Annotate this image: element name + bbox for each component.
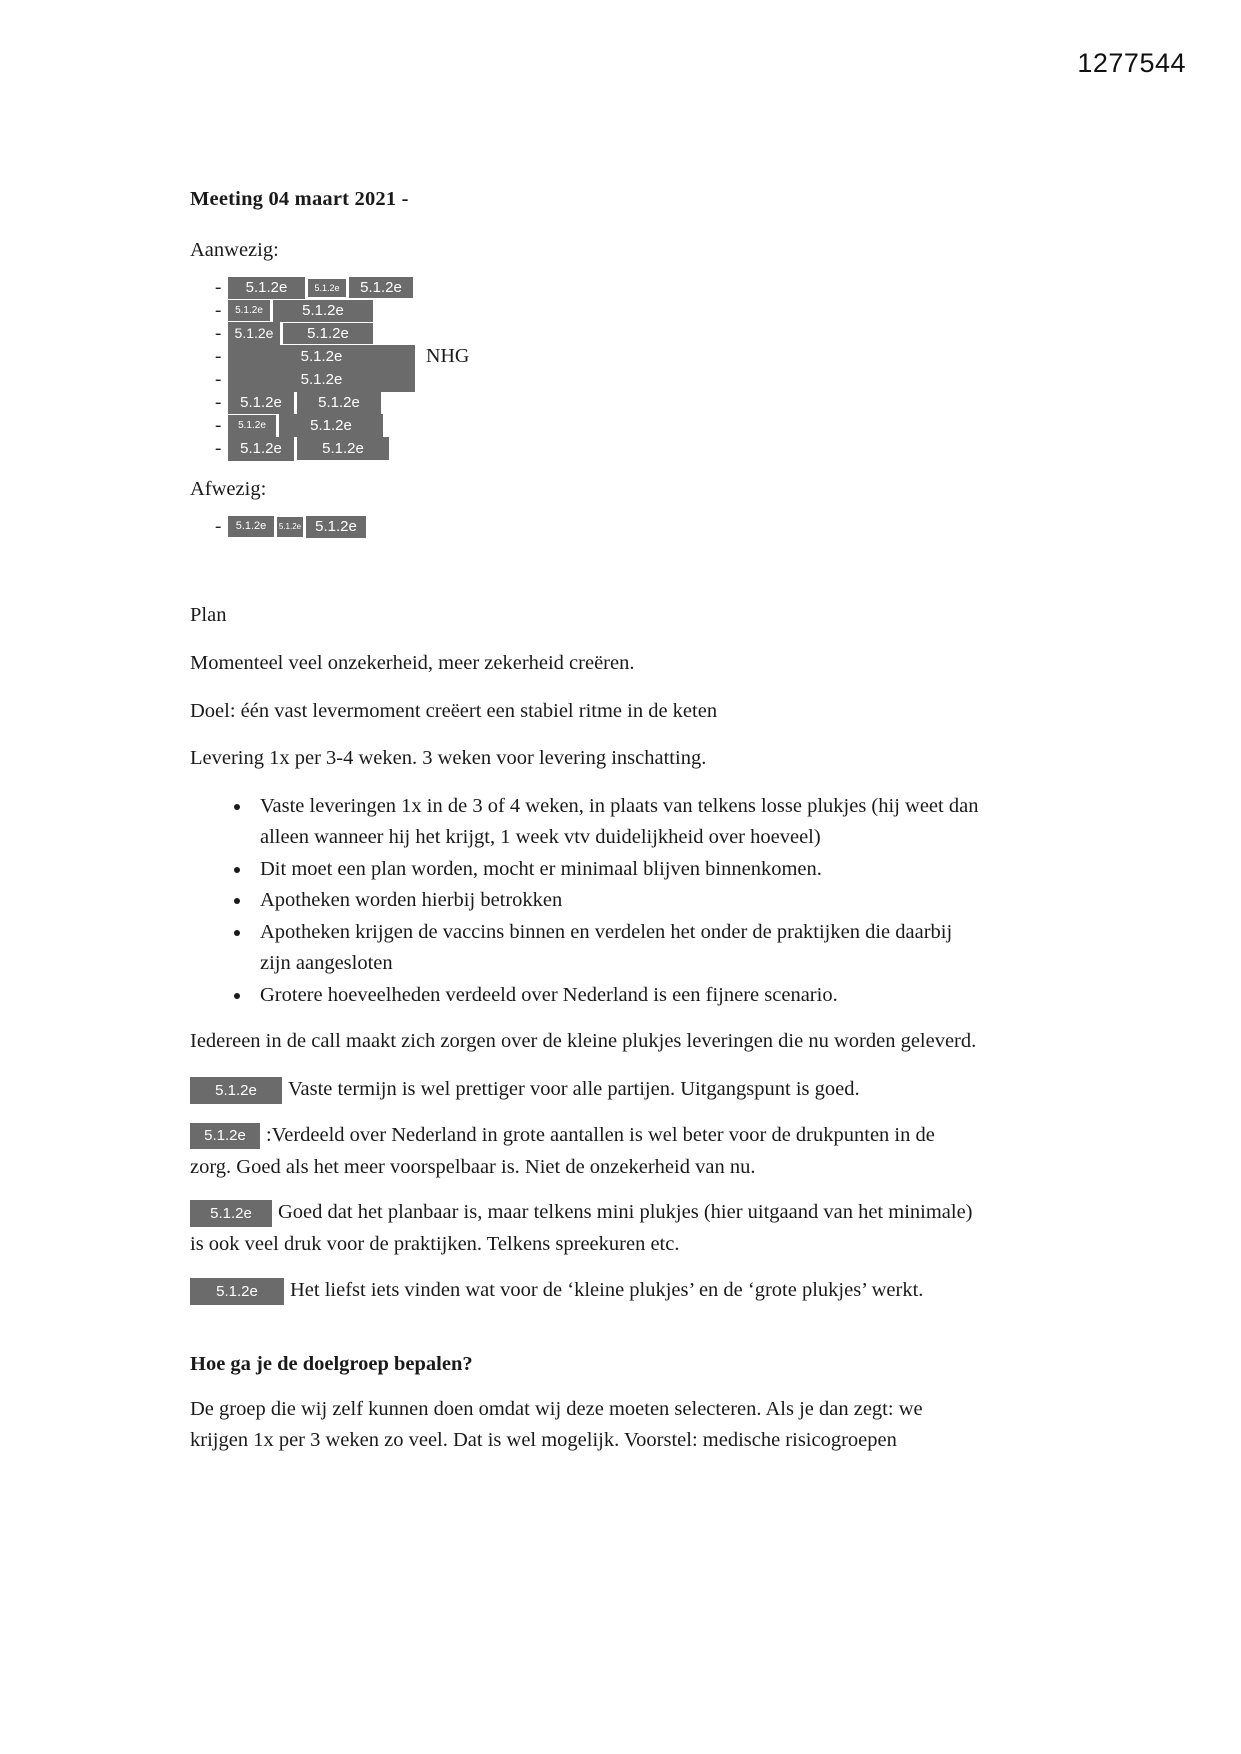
present-attendee-row (190, 322, 980, 345)
present-attendee-list (190, 276, 980, 460)
paragraph-delivery: Levering 1x per 3-4 weken. 3 weken voor levering inschatting. (190, 747, 707, 770)
present-attendee-row (190, 437, 980, 460)
redaction-block: 5.1.2e (277, 517, 303, 537)
paragraph-concern: Iedereen in de call maakt zich zorgen over de kleine plukjes leveringen die nu worden geleverd. (190, 1030, 977, 1053)
meeting-title: Meeting 04 maart 2021 - (190, 188, 409, 210)
list-dash-marker: - (215, 299, 222, 321)
paragraph-uncertainty: Momenteel veel onzekerheid, meer zekerheid creëren. (190, 651, 635, 674)
speaker-quote (190, 1275, 980, 1307)
redaction-block-group (228, 414, 386, 437)
speaker-quote (190, 1197, 980, 1261)
list-dash-marker: - (215, 414, 222, 436)
redaction-block: 5.1.2e (228, 437, 294, 461)
redaction-block: 5.1.2e (228, 277, 305, 299)
list-dash-marker: - (215, 345, 222, 367)
plan-bullet-item: • Dit moet een plan worden, mocht er minimaal blijven binnenkomen. (252, 854, 980, 885)
present-attendee-row (190, 414, 980, 437)
speaker-quote (190, 1074, 980, 1106)
speaker-quote-text: Het liefst iets vinden wat voor de ‘kleine plukjes’ en de ‘grote plukjes’ werkt. (290, 1278, 924, 1301)
redaction-block-group (228, 391, 384, 414)
paragraph-closing: De groep die wij zelf kunnen doen omdat wij deze moeten selecteren. Als je dan zegt: we krijgen 1x per 3 weken zo veel. Dat is wel mogelijk. Voorstel: medische risicogroepen (190, 1397, 923, 1452)
list-dash-marker: - (215, 368, 222, 390)
present-attendee-row (190, 368, 980, 391)
plan-bullet-item: • Apotheken krijgen de vaccins binnen en verdelen het onder de praktijken die daarbij zijn aangesloten (252, 917, 980, 979)
section-spacer (190, 548, 980, 600)
redaction-block: 5.1.2e (297, 391, 381, 414)
document-content (190, 188, 980, 1473)
speaker-quote (190, 1120, 980, 1184)
list-dash-marker: - (215, 276, 222, 298)
plan-bullet-item: • Vaste leveringen 1x in de 3 of 4 weken, in plaats van telkens losse plukjes (hij weet dan alleen wanneer hij het krijgt, 1 week vtv duidelijkheid over hoeveel) (252, 791, 980, 853)
redaction-block: 5.1.2e (283, 323, 373, 344)
speaker-redaction-block: 5.1.2e (190, 1123, 260, 1149)
redaction-block: 5.1.2e (228, 516, 274, 537)
absent-label: Afwezig: (190, 478, 267, 500)
plan-bullet-item: • Grotere hoeveelheden verdeeld over Nederland is een fijnere scenario. (252, 980, 980, 1011)
redaction-block: 5.1.2e (228, 415, 276, 437)
present-label: Aanwezig: (190, 239, 279, 261)
subheading-target-group: Hoe ga je de doelgroep bepalen? (190, 1352, 473, 1375)
redaction-block-group (228, 437, 392, 461)
present-attendee-row (190, 345, 980, 368)
nhg-label: NHG (426, 345, 470, 367)
redaction-block-group (228, 345, 469, 369)
absent-attendee-list (190, 515, 980, 538)
plan-bullet-item: • Apotheken worden hierbij betrokken (252, 885, 980, 916)
list-dash-marker: - (215, 391, 222, 413)
redaction-block: 5.1.2e (297, 437, 389, 460)
list-dash-marker: - (215, 437, 222, 459)
redaction-block: 5.1.2e (228, 345, 415, 369)
plan-heading: Plan (190, 604, 227, 626)
redaction-block-group (228, 322, 376, 345)
redaction-block: 5.1.2e (228, 391, 294, 414)
redaction-block: 5.1.2e (349, 277, 413, 298)
redaction-block-group (228, 516, 369, 538)
redaction-block-group (228, 277, 416, 299)
present-attendee-row (190, 276, 980, 299)
speaker-redaction-block: 5.1.2e (190, 1278, 284, 1305)
speaker-redaction-block: 5.1.2e (190, 1077, 282, 1104)
redaction-block: 5.1.2e (228, 300, 270, 321)
redaction-block: 5.1.2e (308, 279, 346, 297)
present-attendee-row (190, 299, 980, 322)
redaction-block: 5.1.2e (228, 322, 280, 345)
redaction-block: 5.1.2e (279, 414, 383, 437)
redaction-block: 5.1.2e (306, 516, 366, 538)
list-dash-marker: - (215, 515, 222, 537)
speaker-quote-list (190, 1074, 980, 1307)
speaker-quote-text: Goed dat het planbaar is, maar telkens mini plukjes (hier uitgaand van het minimale) is ook veel druk voor de praktijken. Telkens spreekuren etc. (190, 1201, 973, 1256)
paragraph-goal: Doel: één vast levermoment creëert een stabiel ritme in de keten (190, 699, 718, 722)
speaker-quote-text: Vaste termijn is wel prettiger voor alle partijen. Uitgangspunt is goed. (288, 1078, 860, 1101)
redaction-block: 5.1.2e (273, 300, 373, 322)
redaction-block-group (228, 300, 376, 322)
present-attendee-row (190, 391, 980, 414)
document-number: 1277544 (1077, 48, 1186, 78)
absent-attendee-row (190, 515, 980, 538)
redaction-block-group (228, 368, 418, 392)
speaker-redaction-block: 5.1.2e (190, 1200, 272, 1227)
redaction-block: 5.1.2e (228, 368, 415, 392)
list-dash-marker: - (215, 322, 222, 344)
plan-bullet-list (190, 791, 980, 1010)
speaker-quote-text: :Verdeeld over Nederland in grote aantallen is wel beter voor de drukpunten in de zorg. Goed als het meer voorspelbaar is. Niet de onzekerheid van nu. (190, 1123, 935, 1178)
